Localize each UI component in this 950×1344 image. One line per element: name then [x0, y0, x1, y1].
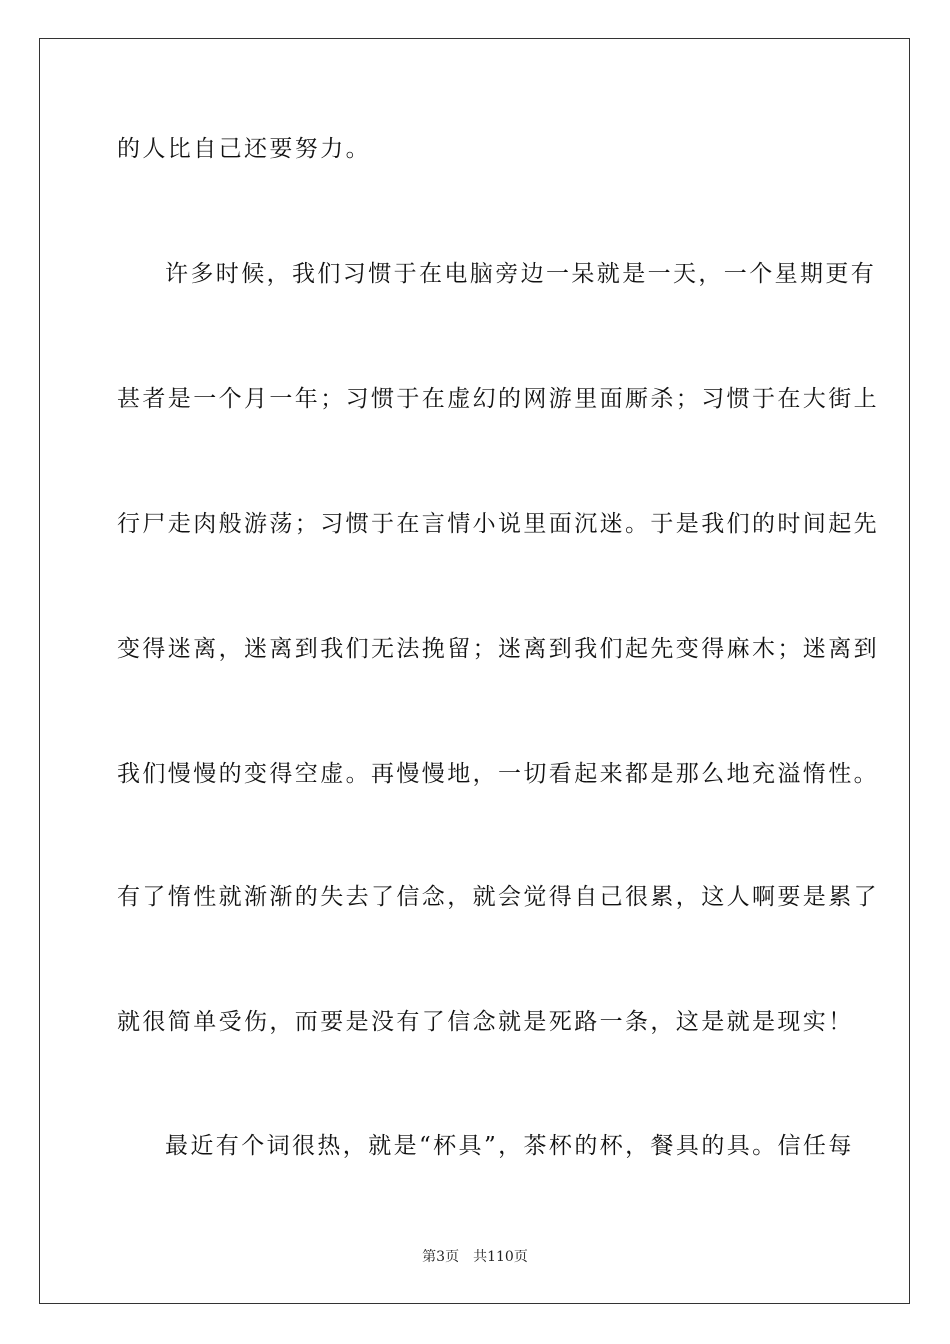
- page-number: 第3页: [422, 1249, 460, 1265]
- text-line-2: 许多时候，我们习惯于在电脑旁边一呆就是一天，一个星期更有: [165, 261, 877, 287]
- text-line-8: 就很简单受伤，而要是没有了信念就是死路一条，这是就是现实！: [117, 1009, 854, 1035]
- text-line-4: 行尸走肉般游荡；习惯于在言情小说里面沉迷。于是我们的时间起先: [117, 511, 879, 537]
- text-line-9: 最近有个词很热，就是“杯具”，茶杯的杯，餐具的具。信任每: [165, 1133, 854, 1159]
- text-line-6: 我们慢慢的变得空虚。再慢慢地，一切看起来都是那么地充溢惰性。: [117, 761, 879, 787]
- text-line-5: 变得迷离，迷离到我们无法挽留；迷离到我们起先变得麻木；迷离到: [117, 636, 879, 662]
- text-line-7: 有了惰性就渐渐的失去了信念，就会觉得自己很累，这人啊要是累了: [117, 884, 879, 910]
- text-line-1: 的人比自己还要努力。: [117, 136, 371, 162]
- total-pages: 共110页: [473, 1249, 528, 1265]
- page-border: [39, 38, 910, 1304]
- text-line-3: 甚者是一个月一年；习惯于在虚幻的网游里面厮杀；习惯于在大街上: [117, 386, 879, 412]
- page-footer: [0, 1248, 950, 1266]
